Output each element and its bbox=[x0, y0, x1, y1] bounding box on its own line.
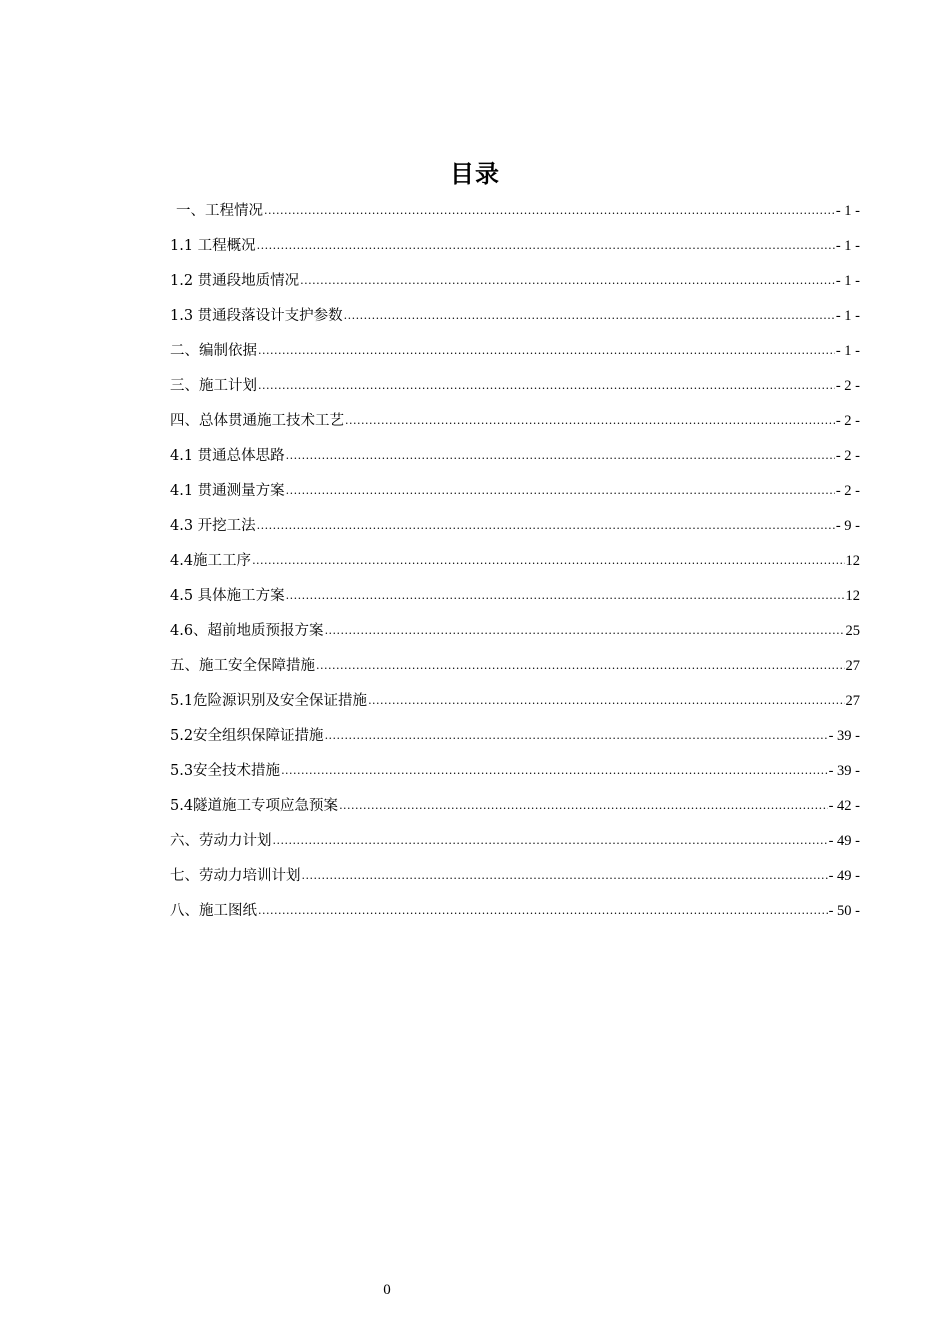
dot-leader bbox=[339, 792, 828, 819]
toc-entry-page: 27 bbox=[845, 658, 860, 674]
dot-leader bbox=[345, 407, 835, 434]
toc-entry-text: 五、施工安全保障措施 bbox=[170, 658, 315, 674]
toc-entry[interactable] bbox=[170, 828, 860, 863]
dot-leader bbox=[344, 302, 835, 329]
toc-entry-text: 5.4隧道施工专项应急预案 bbox=[170, 798, 339, 814]
dot-leader bbox=[264, 197, 835, 224]
toc-entry-text: 4.1 贯通总体思路 bbox=[170, 448, 285, 464]
toc-entry-text: 4.5 具体施工方案 bbox=[170, 588, 285, 604]
toc-entry-text: 一、工程情况 bbox=[176, 203, 263, 219]
toc-entry-page: 12 bbox=[845, 553, 860, 569]
toc-entry-text: 二、编制依据 bbox=[170, 343, 257, 359]
dot-leader bbox=[316, 652, 845, 679]
dot-leader bbox=[300, 267, 835, 294]
toc-entry[interactable] bbox=[170, 898, 860, 933]
toc-entry-text: 4.3 开挖工法 bbox=[170, 518, 256, 534]
toc-entry-text: 1.2 贯通段地质情况 bbox=[170, 273, 300, 289]
dot-leader bbox=[281, 757, 828, 784]
toc-entry[interactable] bbox=[170, 653, 860, 688]
toc-entry[interactable] bbox=[170, 863, 860, 898]
toc-entry-text: 1.3 贯通段落设计支护参数 bbox=[170, 308, 343, 324]
toc-entry-page: - 49 - bbox=[828, 868, 860, 884]
dot-leader bbox=[325, 722, 828, 749]
toc-entry-page: - 1 - bbox=[835, 273, 860, 289]
dot-leader bbox=[258, 337, 835, 364]
dot-leader bbox=[286, 442, 835, 469]
dot-leader bbox=[368, 687, 844, 714]
toc-entry-page: - 9 - bbox=[835, 518, 860, 534]
toc-entry-page: 25 bbox=[845, 623, 860, 639]
dot-leader bbox=[258, 897, 828, 924]
dot-leader bbox=[257, 512, 835, 539]
toc-entry[interactable] bbox=[170, 723, 860, 758]
toc-entry[interactable] bbox=[170, 548, 860, 583]
toc-entry[interactable] bbox=[170, 303, 860, 338]
toc-entry-page: - 50 - bbox=[828, 903, 860, 919]
toc-entry[interactable] bbox=[170, 793, 860, 828]
toc-entry[interactable] bbox=[170, 618, 860, 653]
toc-entry[interactable] bbox=[170, 583, 860, 618]
toc-entry-text: 1.1 工程概况 bbox=[170, 238, 256, 254]
toc-entry-text: 4.6、超前地质预报方案 bbox=[170, 623, 324, 639]
toc-entry-text: 三、施工计划 bbox=[170, 378, 257, 394]
dot-leader bbox=[325, 617, 845, 644]
toc-entry-text: 5.1危险源识别及安全保证措施 bbox=[170, 693, 368, 709]
dot-leader bbox=[257, 232, 835, 259]
page-number: 0 bbox=[383, 1282, 391, 1298]
table-of-contents bbox=[170, 198, 860, 933]
toc-entry[interactable] bbox=[170, 513, 860, 548]
toc-entry[interactable] bbox=[170, 478, 860, 513]
toc-entry[interactable] bbox=[170, 408, 860, 443]
toc-entry-text: 4.4施工工序 bbox=[170, 553, 252, 569]
toc-entry-text: 四、总体贯通施工技术工艺 bbox=[170, 413, 344, 429]
toc-entry-page: - 1 - bbox=[835, 308, 860, 324]
toc-entry[interactable] bbox=[170, 688, 860, 723]
toc-entry-page: - 1 - bbox=[835, 203, 860, 219]
toc-entry-page: - 42 - bbox=[828, 798, 860, 814]
toc-title: 目录 bbox=[450, 160, 500, 188]
toc-entry-text: 七、劳动力培训计划 bbox=[170, 868, 301, 884]
toc-entry-text: 5.2安全组织保障证措施 bbox=[170, 728, 324, 744]
dot-leader bbox=[252, 547, 844, 574]
toc-entry-text: 六、劳动力计划 bbox=[170, 833, 272, 849]
toc-entry-page: - 1 - bbox=[835, 238, 860, 254]
dot-leader bbox=[273, 827, 828, 854]
toc-entry-page: - 2 - bbox=[835, 483, 860, 499]
toc-entry[interactable] bbox=[170, 758, 860, 793]
toc-entry-text: 八、施工图纸 bbox=[170, 903, 257, 919]
toc-entry[interactable] bbox=[170, 268, 860, 303]
dot-leader bbox=[286, 477, 835, 504]
toc-entry[interactable] bbox=[170, 338, 860, 373]
toc-entry-page: - 39 - bbox=[828, 763, 860, 779]
dot-leader bbox=[286, 582, 845, 609]
toc-entry-page: 12 bbox=[845, 588, 860, 604]
dot-leader bbox=[258, 372, 835, 399]
toc-entry-page: - 2 - bbox=[835, 448, 860, 464]
toc-entry-page: 27 bbox=[845, 693, 860, 709]
toc-entry-page: - 1 - bbox=[835, 343, 860, 359]
toc-entry-page: - 2 - bbox=[835, 378, 860, 394]
toc-entry[interactable] bbox=[170, 373, 860, 408]
dot-leader bbox=[302, 862, 828, 889]
toc-entry[interactable] bbox=[170, 198, 860, 233]
toc-entry-text: 5.3安全技术措施 bbox=[170, 763, 281, 779]
toc-entry-page: - 2 - bbox=[835, 413, 860, 429]
toc-entry-text: 4.1 贯通测量方案 bbox=[170, 483, 285, 499]
toc-entry-page: - 49 - bbox=[828, 833, 860, 849]
toc-entry[interactable] bbox=[170, 443, 860, 478]
toc-entry[interactable] bbox=[170, 233, 860, 268]
toc-entry-page: - 39 - bbox=[828, 728, 860, 744]
